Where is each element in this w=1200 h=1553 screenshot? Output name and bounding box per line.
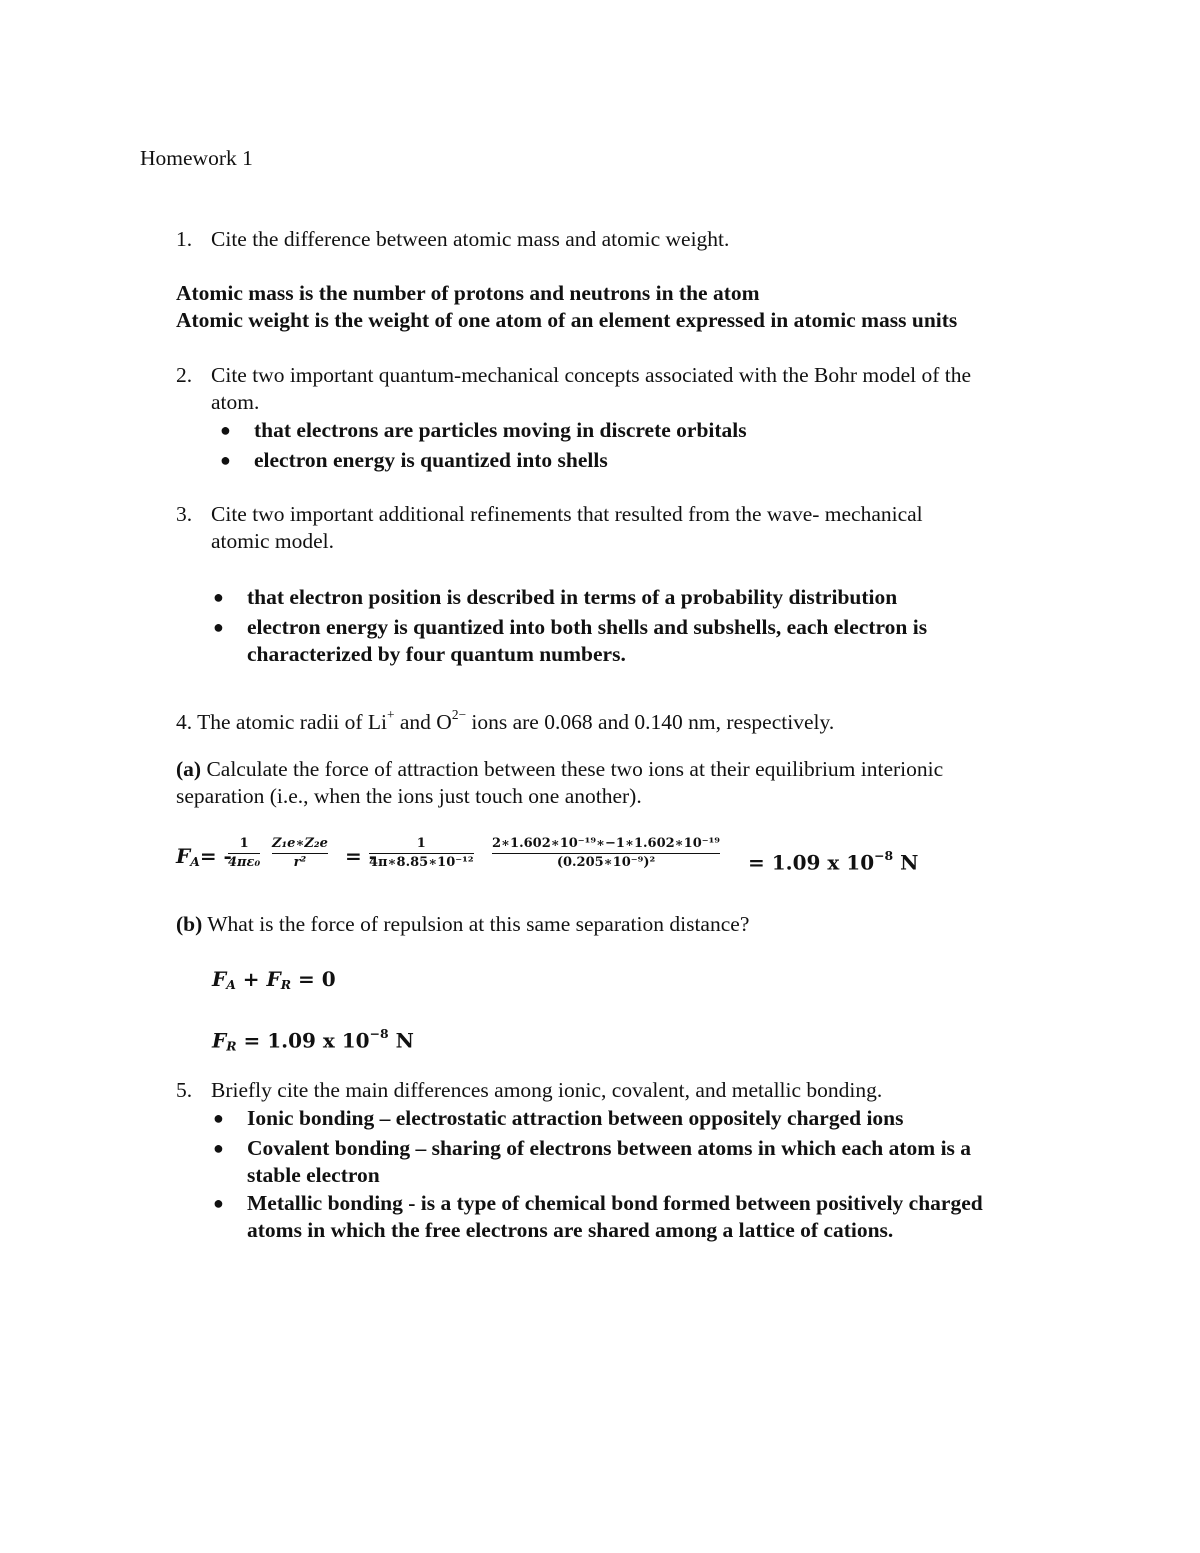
o-charge: 2− (451, 707, 467, 722)
eq-fraction-3: 1 4π∗8.85∗10⁻¹² (369, 836, 474, 870)
eq-fraction-1: 1 4πε₀ (228, 836, 261, 870)
bullet-icon: ● (220, 450, 231, 470)
q3-question-line1: Cite two important additional refinements that resulted from the wave- mechanical (211, 502, 923, 526)
bullet-icon: ● (220, 420, 231, 440)
q5-number: 5. (176, 1078, 193, 1102)
q4a-question-line2: separation (i.e., when the ions just touch one another). (176, 784, 642, 808)
q5-bullet-metallic-line2: atoms in which the free electrons are shared among a lattice of cations. (247, 1218, 894, 1242)
q4-intro: 4. The atomic radii of Li+ and $O^{2-}$ ions are 0.068 and 0.140 nm, respectively. (176, 707, 835, 734)
eq-lhs: $F_A=$ - (176, 844, 232, 870)
q2-bullet-1: that electrons are particles moving in discrete orbitals (254, 418, 747, 442)
q4b-equation-2: $F_R = 1.09$ x $10^{-8}$ N (212, 1026, 414, 1054)
q5-bullet-covalent-line2: stable electron (247, 1163, 380, 1187)
q2-question-line1: Cite two important quantum-mechanical concepts associated with the Bohr model of the (211, 363, 972, 387)
q4a-question-line1: (a) Calculate the force of attraction between these two ions at their equilibrium interionic (176, 757, 944, 781)
q2-question-line2: atom. (211, 390, 260, 414)
q3-bullet-2-line2: characterized by four quantum numbers. (247, 642, 626, 666)
bullet-icon: ● (213, 1193, 224, 1213)
q3-bullet-1: that electron position is described in terms of a probability distribution (247, 585, 898, 609)
q1-answer-line1: Atomic mass is the number of protons and neutrons in the atom (176, 281, 760, 305)
q5-bullet-metallic-line1: Metallic bonding - is a type of chemical bond formed between positively charged (247, 1191, 983, 1215)
q4b-equation-1: $F_A + F_R = 0$ (212, 967, 336, 993)
q4b-question: (b) What is the force of repulsion at this same separation distance? (176, 912, 750, 936)
q3-bullet-2-line1: electron energy is quantized into both shells and subshells, each electron is (247, 615, 928, 639)
bullet-icon: ● (213, 1108, 224, 1128)
bullet-icon: ● (213, 617, 224, 637)
q1-question: Cite the difference between atomic mass and atomic weight. (211, 227, 730, 251)
q5-bullet-ionic: Ionic bonding – electrostatic attraction between oppositely charged ions (247, 1106, 904, 1130)
q2-number: 2. (176, 363, 193, 387)
q5-bullet-covalent-line1: Covalent bonding – sharing of electrons between atoms in which each atom is a (247, 1136, 972, 1160)
bullet-icon: ● (213, 1138, 224, 1158)
eq-fraction-2: Z₁e∗Z₂e r² (272, 836, 328, 870)
q1-number: 1. (176, 227, 193, 251)
eq-result: = 1.09 x $10^{-8}$ N (748, 848, 919, 875)
q1-answer-line2: Atomic weight is the weight of one atom of an element expressed in atomic mass units (176, 308, 958, 332)
q5-question: Briefly cite the main differences among ionic, covalent, and metallic bonding. (211, 1078, 883, 1102)
q2-bullet-2: electron energy is quantized into shells (254, 448, 608, 472)
eq-fraction-4: 2∗1.602∗10⁻¹⁹∗−1∗1.602∗10⁻¹⁹ (0.205∗10⁻⁹)² (492, 836, 720, 870)
bullet-icon: ● (213, 587, 224, 607)
eq-mid: = - (345, 844, 378, 868)
q3-question-line2: atomic model. (211, 529, 334, 553)
document-title: Homework 1 (140, 146, 253, 170)
li-charge: + (386, 707, 395, 722)
q3-number: 3. (176, 502, 193, 526)
